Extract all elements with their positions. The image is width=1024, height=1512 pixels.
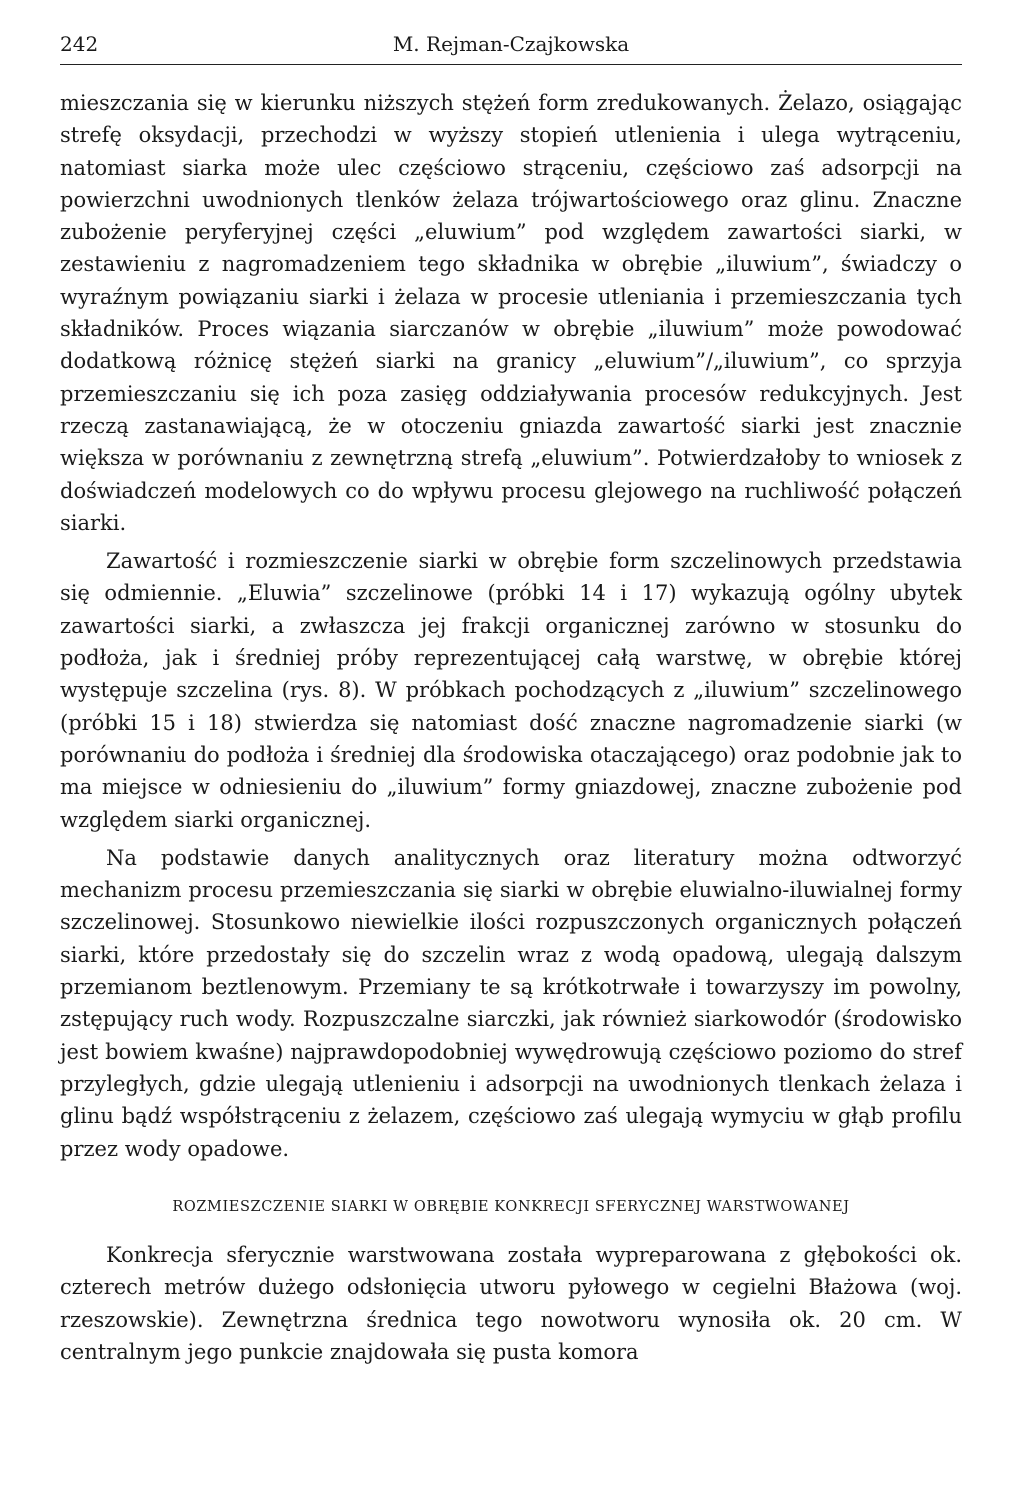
section-heading: ROZMIESZCZENIE SIARKI W OBRĘBIE KONKRECJI SFERYCZNEJ WARSTWOWANEJ — [172, 1198, 850, 1215]
header-rule — [60, 64, 962, 65]
paragraph: Konkrecja sferycznie warstwowana została wypreparowana z głębokości ok. czterech metrów dużego odsłonięcia utworu pyłowego w cegielni Błażowa (woj. rzeszowskie). Zewnętrzna średnica tego nowotworu wynosiła ok. 20 cm. W centralnym jego punkcie znajdowała się pusta komora — [60, 1243, 962, 1364]
body-text — [60, 87, 962, 1368]
paragraph: Zawartość i rozmieszczenie siarki w obrębie form szczelinowych przedstawia się odmiennie. „Eluwia” szczelinowe (próbki 14 i 17) wykazują ogólny ubytek zawartości siarki, a zwłaszcza jej frakcji organicznej zarówno w stosunku do podłoża, jak i średniej próby reprezentującej całą warstwę, w obrębie której występuje szczelina (rys. 8). W próbkach pochodzących z „iluwium” szczelinowego (próbki 15 i 18) stwierdza się natomiast dość znaczne nagromadzenie siarki (w porównaniu do podłoża i średniej dla środowiska otaczającego) oraz podobnie jak to ma miejsce w odniesieniu do „iluwium” formy gniazdowej, znaczne zubożenie pod względem siarki organicznej. — [60, 549, 962, 832]
paragraph-continued: mieszczania się w kierunku niższych stężeń form zredukowanych. Żelazo, osiągając strefę oksydacji, przechodzi w wyższy stopień utlenienia i ulega wytrąceniu, natomiast siarka może ulec częściowo strąceniu, częściowo zaś adsorpcji na powierzchni uwodnionych tlenków żelaza trójwartościowego oraz glinu. Znaczne zubożenie peryferyjnej części „eluwium” pod względem zawartości siarki, w zestawieniu z nagromadzeniem tego składnika w obrębie „iluwium”, świadczy o wyraźnym powiązaniu siarki i żelaza w procesie utleniania i przemieszczania tych składników. Proces wiązania siarczanów w obrębie „iluwium” może powodować dodatkową różnicę stężeń siarki na granicy „eluwium”/„iluwium”, co sprzyja przemieszczaniu się ich poza zasięg oddziaływania procesów redukcyjnych. Jest rzeczą zastanawiającą, że w otoczeniu gniazda zawartość siarki jest znacznie większa w porównaniu z zewnętrzną strefą „eluwium”. Potwierdzałoby to wniosek z doświadczeń modelowych co do wpływu procesu glejowego na ruchliwość połączeń siarki. — [60, 91, 962, 535]
running-head — [60, 30, 962, 64]
paragraph: Na podstawie danych analitycznych oraz literatury można odtworzyć mechanizm procesu przemieszczania się siarki w obrębie eluwialno-iluwialnej formy szczelinowej. Stosunkowo niewielkie ilości rozpuszczonych organicznych połączeń siarki, które przedostały się do szczelin wraz z wodą opadową, ulegają dalszym przemianom beztlenowym. Przemiany te są krótkotrwałe i towarzyszy im powolny, zstępujący ruch wody. Rozpuszczalne siarczki, jak również siarkowodór (środowisko jest bowiem kwaśne) najprawdopodobniej wywędrowują częściowo poziomo do stref przyległych, gdzie ulegają utlenieniu i adsorpcji na uwodnionych tlenkach żelaza i glinu bądź współstrąceniu z żelazem, częściowo zaś ulegają wymyciu w głąb profilu przez wody opadowe. — [60, 845, 962, 1161]
page — [60, 30, 962, 1368]
page-number: 242 — [60, 32, 99, 56]
running-title: M. Rejman-Czajkowska — [392, 32, 630, 56]
